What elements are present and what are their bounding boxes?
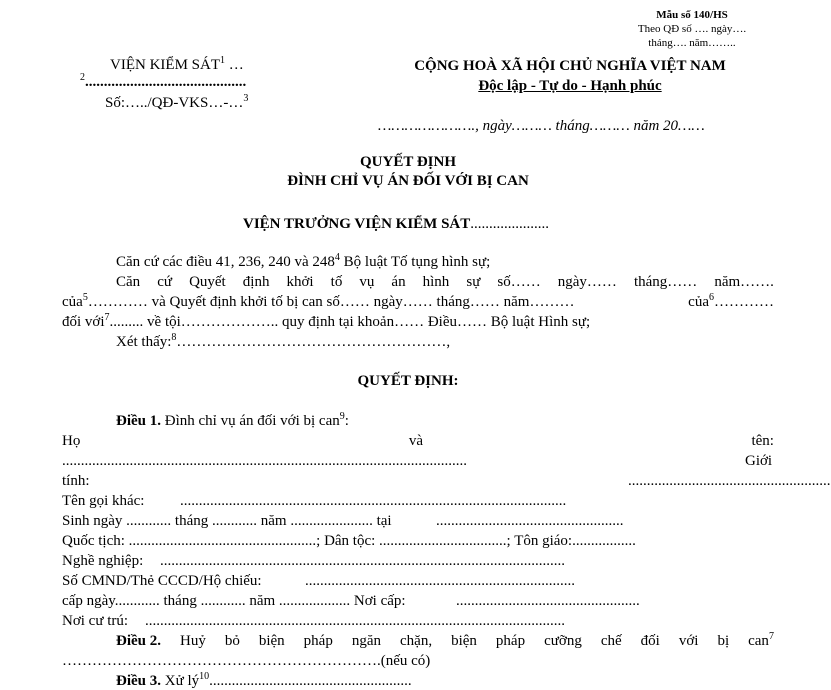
article-1-heading: Điều 1. Đình chỉ vụ án đối với bị can$^9$: [116,411,349,429]
form-note-line1: Theo QĐ số …. ngày…. [637,23,747,35]
name-dots-row: ............................................................................................................ [62,453,467,469]
tinh-label: tính: [62,473,90,489]
date-line: …………………., ngày……… tháng……… năm 20…… [378,118,705,134]
occupation-label: Nghề nghiệp: [62,553,144,569]
ground-3: của$^5$………… và Quyết định khởi tố bị can số…… ngày…… tháng…… năm……… của$^6$………… [62,292,774,310]
ground-1: Căn cứ các điều 41, 236, 240 và $248^4$ Bộ luật Tố tụng hình sự; [116,252,491,270]
issue-place-dots: ................................................. [456,593,640,609]
nationality-row: Quốc tịch: ..................................................; Dân tộc: ..................................; Tôn giáo:................. [62,533,636,549]
residence-label: Nơi cư trú: [62,613,129,629]
occupation-dots: ............................................................................................................ [160,553,565,569]
doc-title: QUYẾT ĐỊNH [360,154,456,170]
doc-subtitle: ĐÌNH CHỈ VỤ ÁN ĐỐI VỚI BỊ CAN [287,173,529,189]
national-title: CỘNG HOÀ XÃ HỘI CHỦ NGHĨA VIỆT NAM [414,58,726,74]
form-number: Mẫu số 140/HS [656,9,728,21]
birth-row: Sinh ngày ............ tháng ............ năm ...................... tại [62,513,392,529]
birth-place-dots: .................................................. [436,513,624,529]
alias-dots: ....................................................................................................... [180,493,567,509]
decision-number: Số:…../QĐ-VKS…-…$^3$ [105,93,249,111]
name-row: Họ và tên: [62,433,774,449]
issue-row: cấp ngày............ tháng ............ năm ................... Nơi cấp: [62,593,406,609]
article-2-line1: Điều 2. Huỷ bỏ biện pháp ngăn chặn, biện pháp cưỡng chế đối với bị can$^7$ [116,631,774,649]
id-label: Số CMND/Thẻ CCCD/Hộ chiếu: [62,573,262,589]
decision-heading: QUYẾT ĐỊNH: [357,373,459,389]
article-3: Điều 3. Xử $lý^{10}$...................................................... [116,671,412,689]
ground-2: Căn cứ Quyết định khởi tố vụ án hình sự số…… ngày…… tháng…… năm……. [116,274,774,290]
agency-subline: $^2$........................................... [80,72,247,90]
ground-4: đối với$^7$......... về tội……………….. quy định tại khoản…… Điều…… Bộ luật Hình sự; [62,312,591,330]
national-motto: Độc lập - Tự do - Hạnh phúc [478,78,662,94]
agency-name: VIỆN KIỂM SÁT$^1$ … [110,55,244,73]
form-note [612,8,772,50]
residence-dots: ................................................................................................................ [145,613,565,629]
tinh-dots: ...................................................... [628,473,831,489]
form-note-line2: tháng…. năm…….. [648,37,736,49]
gioi-label: Giới [745,453,773,469]
ground-5: Xét thấy:$^8$………………………………………………, [116,332,451,350]
authority-line: VIỆN TRƯỞNG VIỆN KIỂM SÁT..................... [243,216,550,232]
id-dots: ........................................................................ [305,573,575,589]
alias-label: Tên gọi khác: [62,493,145,509]
article-2-line2: ……………………………………………………….(nếu có) [62,653,431,669]
